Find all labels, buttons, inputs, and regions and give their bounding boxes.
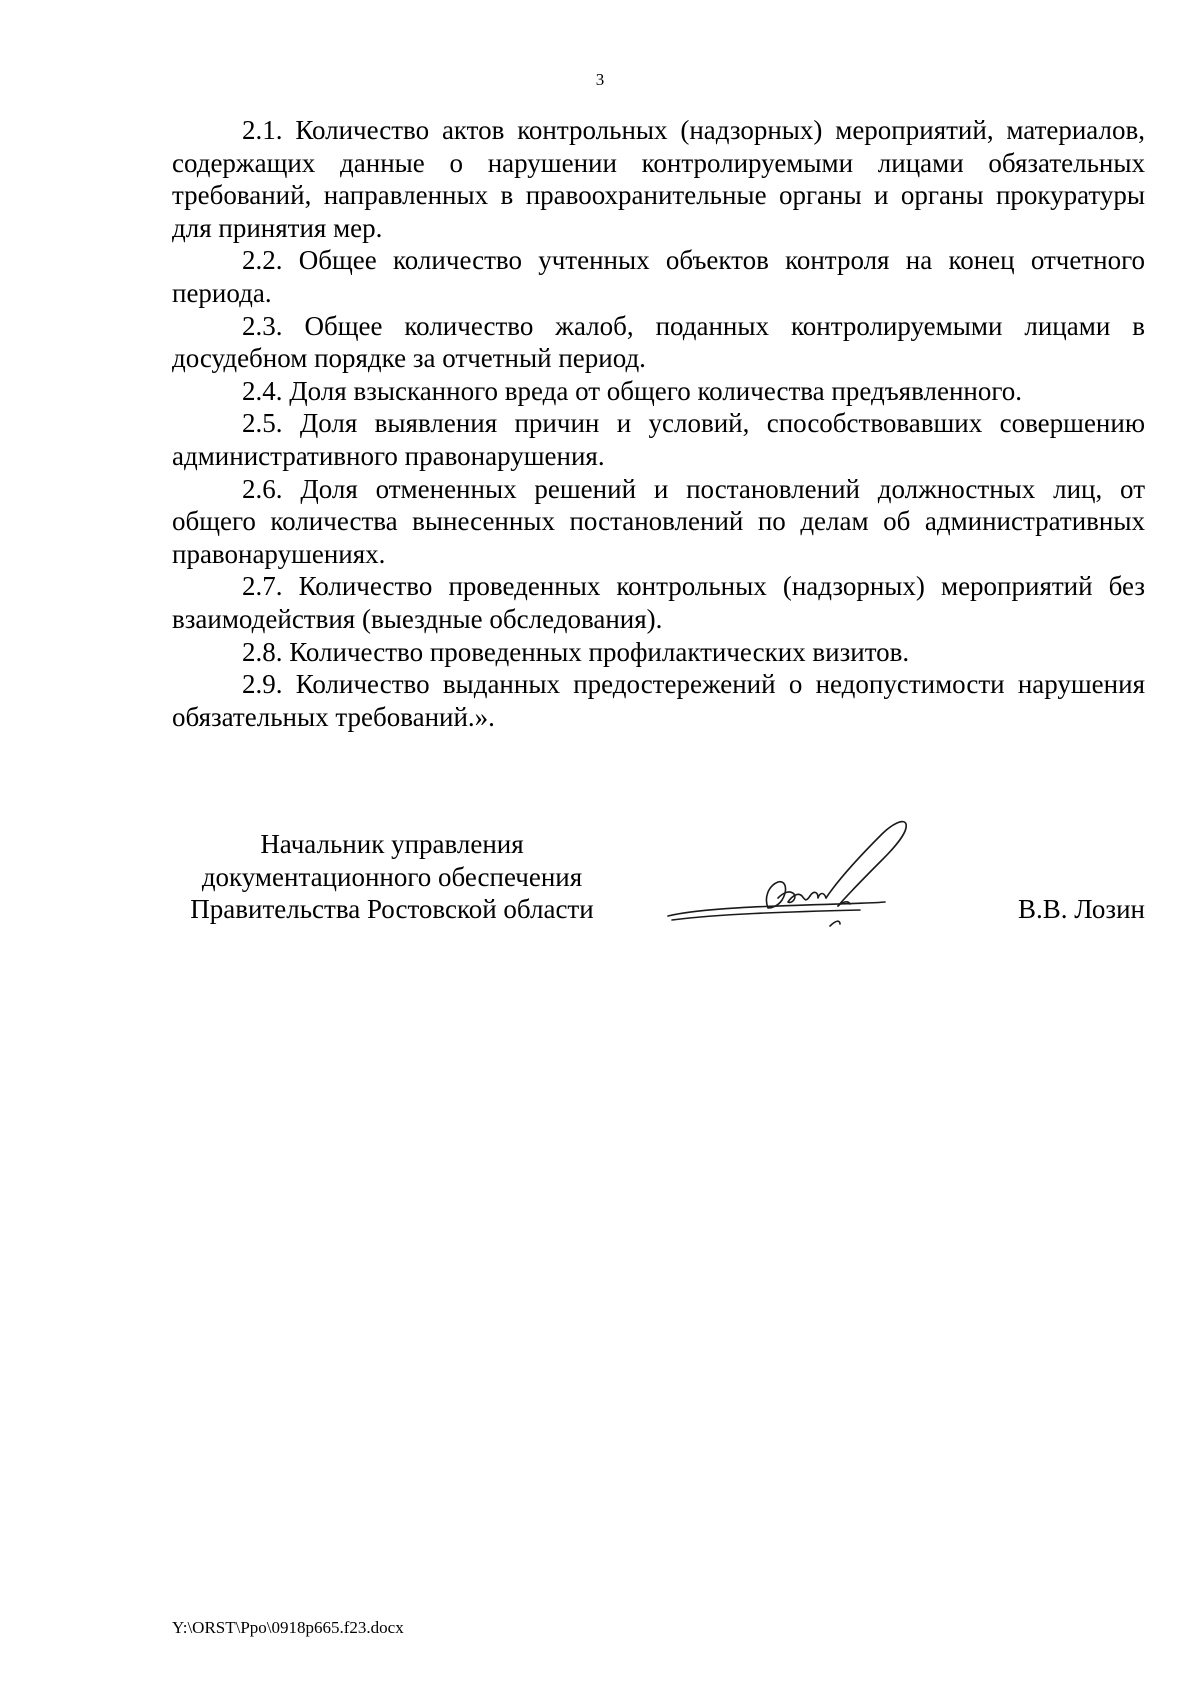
item-number: 2.3.: [242, 310, 283, 341]
signer-position-line: Правительства Ростовской области: [190, 894, 594, 925]
signer-position-line: документационного обеспечения: [201, 861, 583, 892]
list-item: [172, 375, 1145, 408]
item-number: 2.8.: [242, 636, 283, 667]
item-number: 2.9.: [242, 669, 283, 700]
list-item: [172, 310, 1145, 375]
item-text: Доля взысканного вреда от общего количества предъявленного.: [289, 375, 1022, 406]
item-text: Доля отмененных решений и постановлений должностных лиц, от общего количества вынесенных постановлений по делам об административных правонарушениях.: [172, 473, 1145, 569]
list-item: [172, 114, 1145, 244]
item-text: Количество выданных предостережений о недопустимости нарушения обязательных требований.».: [172, 669, 1145, 732]
signature-block: [172, 828, 1145, 948]
list-item: [172, 244, 1145, 309]
item-number: 2.4.: [242, 375, 283, 406]
list-item: [172, 668, 1145, 733]
item-text: Общее количество жалоб, поданных контролируемыми лицами в досудебном порядке за отчетный период.: [172, 310, 1145, 374]
signer-position: [172, 828, 612, 926]
item-text: Доля выявления причин и условий, способствовавших совершению административного правонарушения.: [172, 408, 1145, 471]
item-number: 2.2.: [242, 245, 283, 276]
item-text: Количество проведенных контрольных (надзорных) мероприятий без взаимодействия (выездные обследования).: [172, 571, 1145, 634]
list-item: [172, 636, 1145, 669]
file-path: Y:\ORST\Ppo\0918p665.f23.docx: [172, 1618, 404, 1637]
item-number: 2.6.: [242, 473, 283, 504]
item-number: 2.1.: [242, 115, 283, 145]
item-text: Количество актов контрольных (надзорных) мероприятий, материалов, содержащих данные о нарушении контролируемыми лицами обязательных требований, направленных в правоохранительные органы и органы прокуратуры для принятия мер.: [172, 115, 1145, 243]
page-number: 3: [595, 70, 605, 89]
list-item: [172, 570, 1145, 635]
document-body: [172, 114, 1145, 733]
signer-position-line: Начальник управления: [260, 829, 524, 859]
handwritten-signature: [660, 808, 940, 938]
item-text: Количество проведенных профилактических визитов.: [289, 636, 910, 667]
signer-name: В.В. Лозин: [1018, 894, 1145, 924]
item-text: Общее количество учтенных объектов контроля на конец отчетного периода.: [172, 245, 1146, 308]
item-number: 2.7.: [242, 571, 283, 602]
item-number: 2.5.: [242, 408, 283, 439]
list-item: [172, 407, 1145, 472]
list-item: [172, 473, 1145, 571]
